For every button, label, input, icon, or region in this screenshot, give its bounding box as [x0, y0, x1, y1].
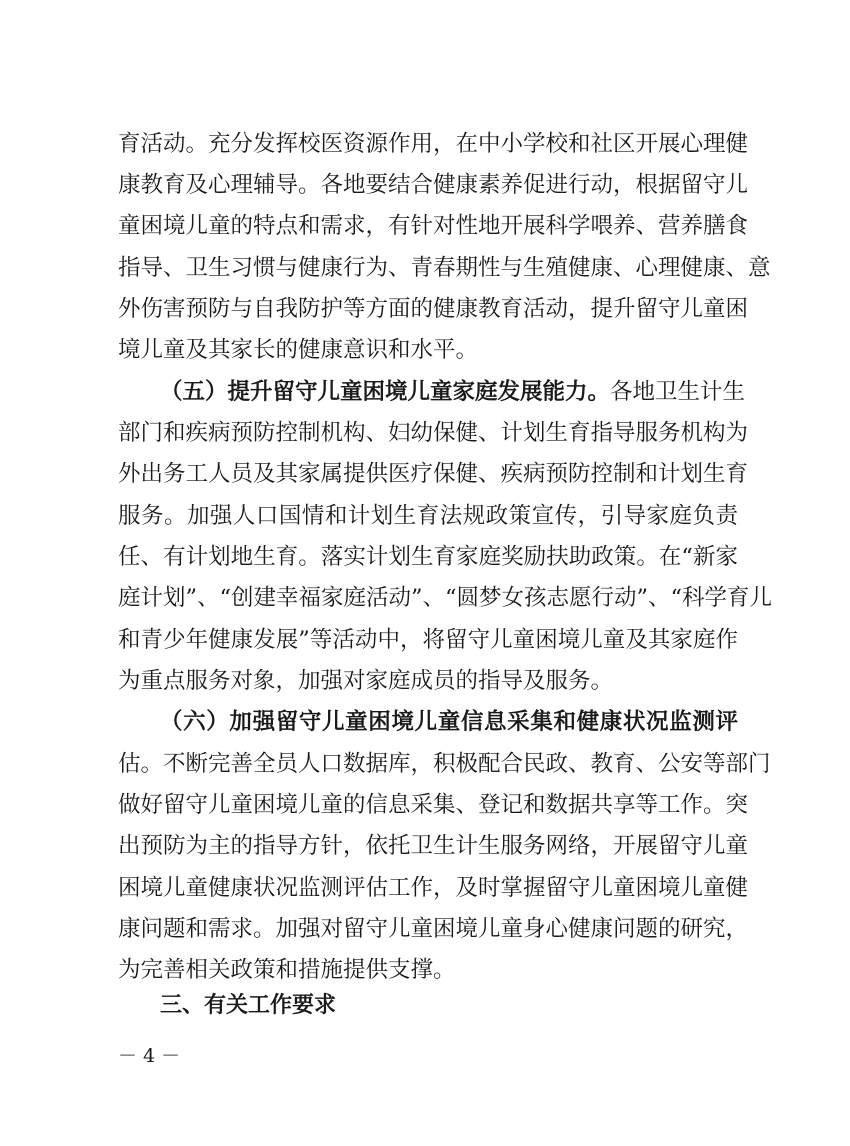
- body-line: 为完善相关政策和措施提供支撑。: [118, 957, 456, 983]
- body-line: 估。不断完善全员人口数据库，积极配合民政、教育、公安等部门: [118, 751, 771, 777]
- body-line: 做好留守儿童困境儿童的信息采集、登记和数据共享等工作。突: [118, 792, 749, 818]
- body-line: 庭计划”、“创建幸福家庭活动”、“圆梦女孩志愿行动”、“科学育儿: [118, 585, 773, 611]
- page-number: － 4 －: [118, 1045, 181, 1067]
- body-line: 困境儿童健康状况监测评估工作，及时掌握留守儿童困境儿童健: [118, 875, 749, 901]
- para5-first-line: [160, 374, 746, 412]
- body-line: 部门和疾病预防控制机构、妇幼保健、计划生育指导服务机构为: [118, 420, 749, 446]
- body-line: 境儿童及其家长的健康意识和水平。: [118, 337, 479, 363]
- body-line: 服务。加强人口国情和计划生育法规政策宣传，引导家庭负责: [118, 503, 738, 529]
- body-line: 任、有计划地生育。落实计划生育家庭奖励扶助政策。在“新家: [118, 544, 738, 570]
- body-line: 外伤害预防与自我防护等方面的健康教育活动，提升留守儿童困: [118, 296, 749, 322]
- body-line: 出预防为主的指导方针，依托卫生计生服务网络，开展留守儿童: [118, 833, 749, 859]
- body-line: 和青少年健康发展”等活动中，将留守儿童困境儿童及其家庭作: [118, 627, 738, 653]
- body-line: 康问题和需求。加强对留守儿童困境儿童身心健康问题的研究，: [118, 916, 749, 942]
- para5-first-rest: 各地卫生计生: [610, 379, 746, 405]
- section-heading: 三、有关工作要求: [160, 993, 337, 1018]
- body-line: 为重点服务对象，加强对家庭成员的指导及服务。: [118, 668, 614, 694]
- body-line: 外出务工人员及其家属提供医疗保健、疾病预防控制和计划生育: [118, 461, 749, 487]
- body-line: 康教育及心理辅导。各地要结合健康素养促进行动，根据留守儿: [118, 172, 749, 198]
- body-line: 育活动。充分发挥校医资源作用，在中小学校和社区开展心理健: [118, 131, 749, 157]
- body-line: 童困境儿童的特点和需求，有针对性地开展科学喂养、营养膳食: [118, 213, 749, 239]
- para6-heading: （六）加强留守儿童困境儿童信息采集和健康状况监测评: [160, 709, 738, 735]
- para5-heading: （五）提升留守儿童困境儿童家庭发展能力。: [160, 379, 611, 405]
- body-line: 指导、卫生习惯与健康行为、青春期性与生殖健康、心理健康、意: [118, 255, 771, 281]
